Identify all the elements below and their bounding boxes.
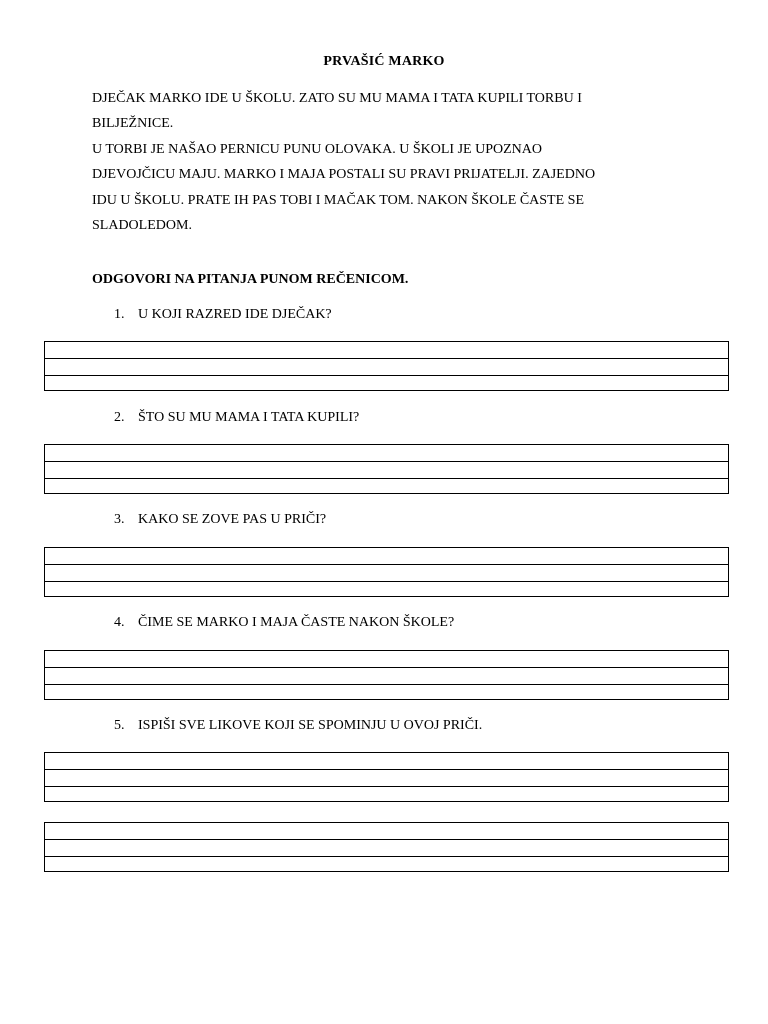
answer-line	[45, 564, 728, 565]
question-text: ČIME SE MARKO I MAJA ČASTE NAKON ŠKOLE?	[138, 615, 455, 630]
answer-line	[45, 839, 728, 840]
story-line: DJEVOJČICU MAJU. MARKO I MAJA POSTALI SU PRAVI PRIJATELJI. ZAJEDNO	[92, 167, 596, 183]
answer-line	[45, 478, 728, 479]
question-5	[114, 718, 482, 734]
story-line: SLADOLEDOM.	[92, 218, 192, 234]
page-title: PRVAŠIĆ MARKO	[323, 54, 445, 69]
question-text: KAKO SE ZOVE PAS U PRIČI?	[138, 512, 327, 527]
answer-box-5b[interactable]	[44, 822, 729, 872]
answer-line	[45, 684, 728, 685]
answer-line	[45, 786, 728, 787]
story-line: DJEČAK MARKO IDE U ŠKOLU. ZATO SU MU MAMA I TATA KUPILI TORBU I	[92, 91, 582, 106]
story-text	[92, 86, 692, 238]
question-3	[114, 512, 326, 528]
story-line: IDU U ŠKOLU. PRATE IH PAS TOBI I MAČAK TOM. NAKON ŠKOLE ČASTE SE	[92, 192, 584, 208]
answer-line	[45, 375, 728, 376]
story-line: BILJEŽNICE.	[92, 116, 174, 132]
question-number: 5.	[114, 718, 125, 733]
question-1	[114, 307, 332, 323]
answer-line	[45, 358, 728, 359]
answer-box-5a[interactable]	[44, 752, 729, 802]
answer-box-2[interactable]	[44, 444, 729, 494]
answer-line	[45, 769, 728, 770]
question-text: ŠTO SU MU MAMA I TATA KUPILI?	[138, 410, 360, 425]
answer-line	[45, 581, 728, 582]
question-text: ISPIŠI SVE LIKOVE KOJI SE SPOMINJU U OVOJ PRIČI.	[138, 718, 483, 733]
question-number: 1.	[114, 307, 125, 322]
question-number: 4.	[114, 615, 125, 630]
question-number: 3.	[114, 512, 125, 527]
answer-line	[45, 667, 728, 668]
answer-line	[45, 856, 728, 857]
answer-box-1[interactable]	[44, 341, 729, 391]
question-text: U KOJI RAZRED IDE DJEČAK?	[138, 307, 332, 322]
answer-line	[45, 461, 728, 462]
question-4	[114, 615, 454, 631]
question-2	[114, 410, 359, 426]
story-line: U TORBI JE NAŠAO PERNICU PUNU OLOVAKA. U ŠKOLI JE UPOZNAO	[92, 141, 542, 157]
instruction-heading: ODGOVORI NA PITANJA PUNOM REČENICOM.	[92, 272, 409, 287]
question-number: 2.	[114, 410, 125, 425]
answer-box-4[interactable]	[44, 650, 729, 700]
answer-box-3[interactable]	[44, 547, 729, 597]
